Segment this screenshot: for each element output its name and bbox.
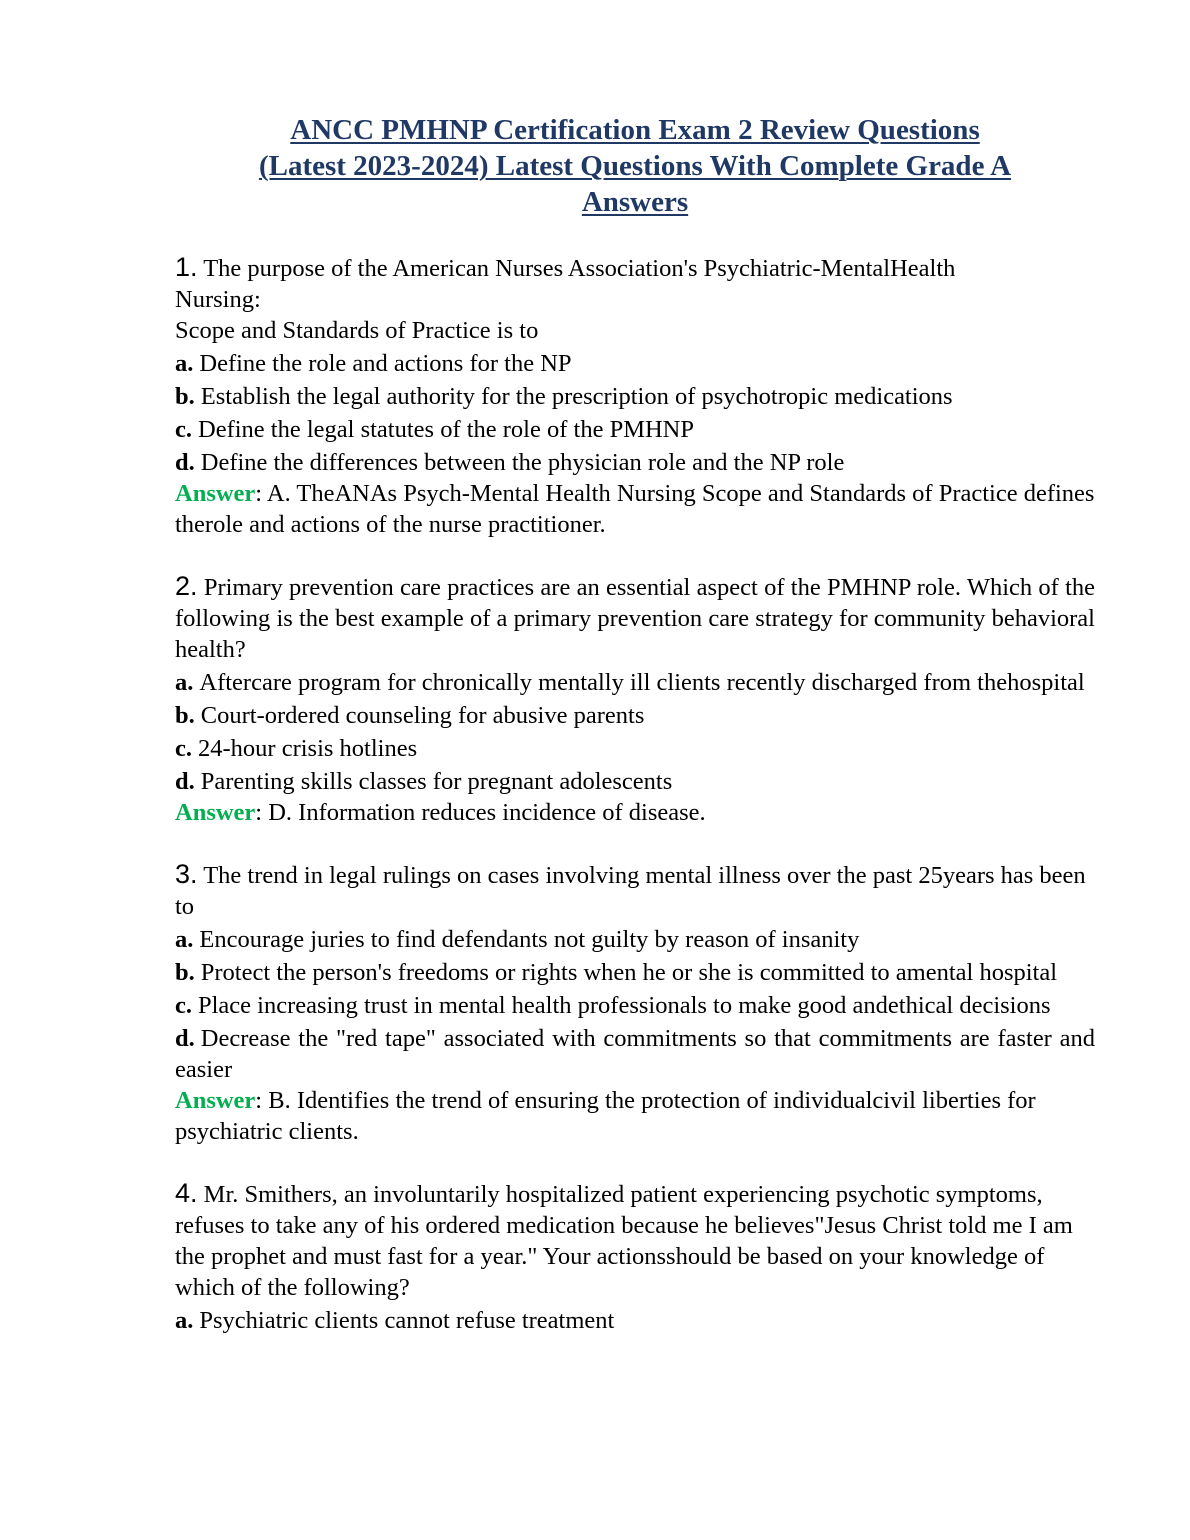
- answer-text: : B. Identifies the trend of ensuring the protection of individualcivil liberties for psychiatric clients.: [175, 1087, 1036, 1145]
- title-line-2: (Latest 2023-2024) Latest Questions With Complete Grade A: [258, 150, 1012, 182]
- questions-list: [175, 252, 1095, 1367]
- answer-text: : D. Information reduces incidence of disease.: [255, 799, 706, 826]
- answer: [175, 797, 1095, 828]
- answer-label: Answer: [175, 799, 256, 826]
- question-number: 1.: [175, 252, 198, 282]
- question-3: [175, 859, 1095, 1147]
- question-1: [175, 252, 1095, 540]
- question-number: 2.: [175, 571, 198, 601]
- question-stem: Mr. Smithers, an involuntarily hospitalized patient experiencing psychotic symptoms, refuses to take any of his ordered medication because he believes"Jesus Christ told me I am the prophet and must fast for a year." Your actionsshould be based on your knowledge of which of the following?: [175, 1181, 1073, 1301]
- answer: [175, 478, 1095, 540]
- option-a: a. Psychiatric clients cannot refuse treatment: [175, 1307, 615, 1334]
- option-c: c. 24-hour crisis hotlines: [175, 735, 418, 762]
- answer-text: : A. TheANAs Psych-Mental Health Nursing Scope and Standards of Practice defines therole and actions of the nurse practitioner.: [175, 480, 1095, 538]
- option-b: b. Court-ordered counseling for abusive parents: [175, 702, 645, 729]
- question-stem: The trend in legal rulings on cases involving mental illness over the past 25years has been to: [175, 862, 1086, 920]
- question-stem: Scope and Standards of Practice is to: [175, 317, 539, 344]
- answer-label: Answer: [175, 1087, 256, 1114]
- question-number: 4.: [175, 1178, 198, 1208]
- option-a: a. Define the role and actions for the NP: [175, 350, 572, 377]
- title-line-1: ANCC PMHNP Certification Exam 2 Review Questions: [290, 114, 980, 146]
- option-b: b. Protect the person's freedoms or rights when he or she is committed to amental hospital: [175, 959, 1058, 986]
- option-d: d. Parenting skills classes for pregnant adolescents: [175, 768, 673, 795]
- question-2: [175, 571, 1095, 828]
- option-a: a. Aftercare program for chronically mentally ill clients recently discharged from thehospital: [175, 669, 1085, 696]
- option-a: a. Encourage juries to find defendants not guilty by reason of insanity: [175, 926, 860, 953]
- answer-label: Answer: [175, 480, 256, 507]
- option-c: c. Place increasing trust in mental health professionals to make good andethical decisions: [175, 992, 1051, 1019]
- answer: [175, 1085, 1095, 1147]
- document-title: [175, 112, 1095, 220]
- option-d: d. Decrease the "red tape" associated with commitments so that commitments are faster and easier: [175, 1025, 1095, 1083]
- title-line-3: Answers: [581, 186, 689, 218]
- question-number: 3.: [175, 859, 198, 889]
- question-stem: The purpose of the American Nurses Association's Psychiatric-MentalHealth: [203, 255, 956, 282]
- question-stem: Primary prevention care practices are an essential aspect of the PMHNP role. Which of the following is the best example of a primary prevention care strategy for community behavioral health?: [175, 574, 1096, 663]
- question-4: [175, 1178, 1095, 1336]
- option-c: c. Define the legal statutes of the role of the PMHNP: [175, 416, 695, 443]
- option-b: b. Establish the legal authority for the prescription of psychotropic medications: [175, 383, 953, 410]
- question-stem: Nursing:: [175, 286, 261, 313]
- option-d: d. Define the differences between the physician role and the NP role: [175, 449, 845, 476]
